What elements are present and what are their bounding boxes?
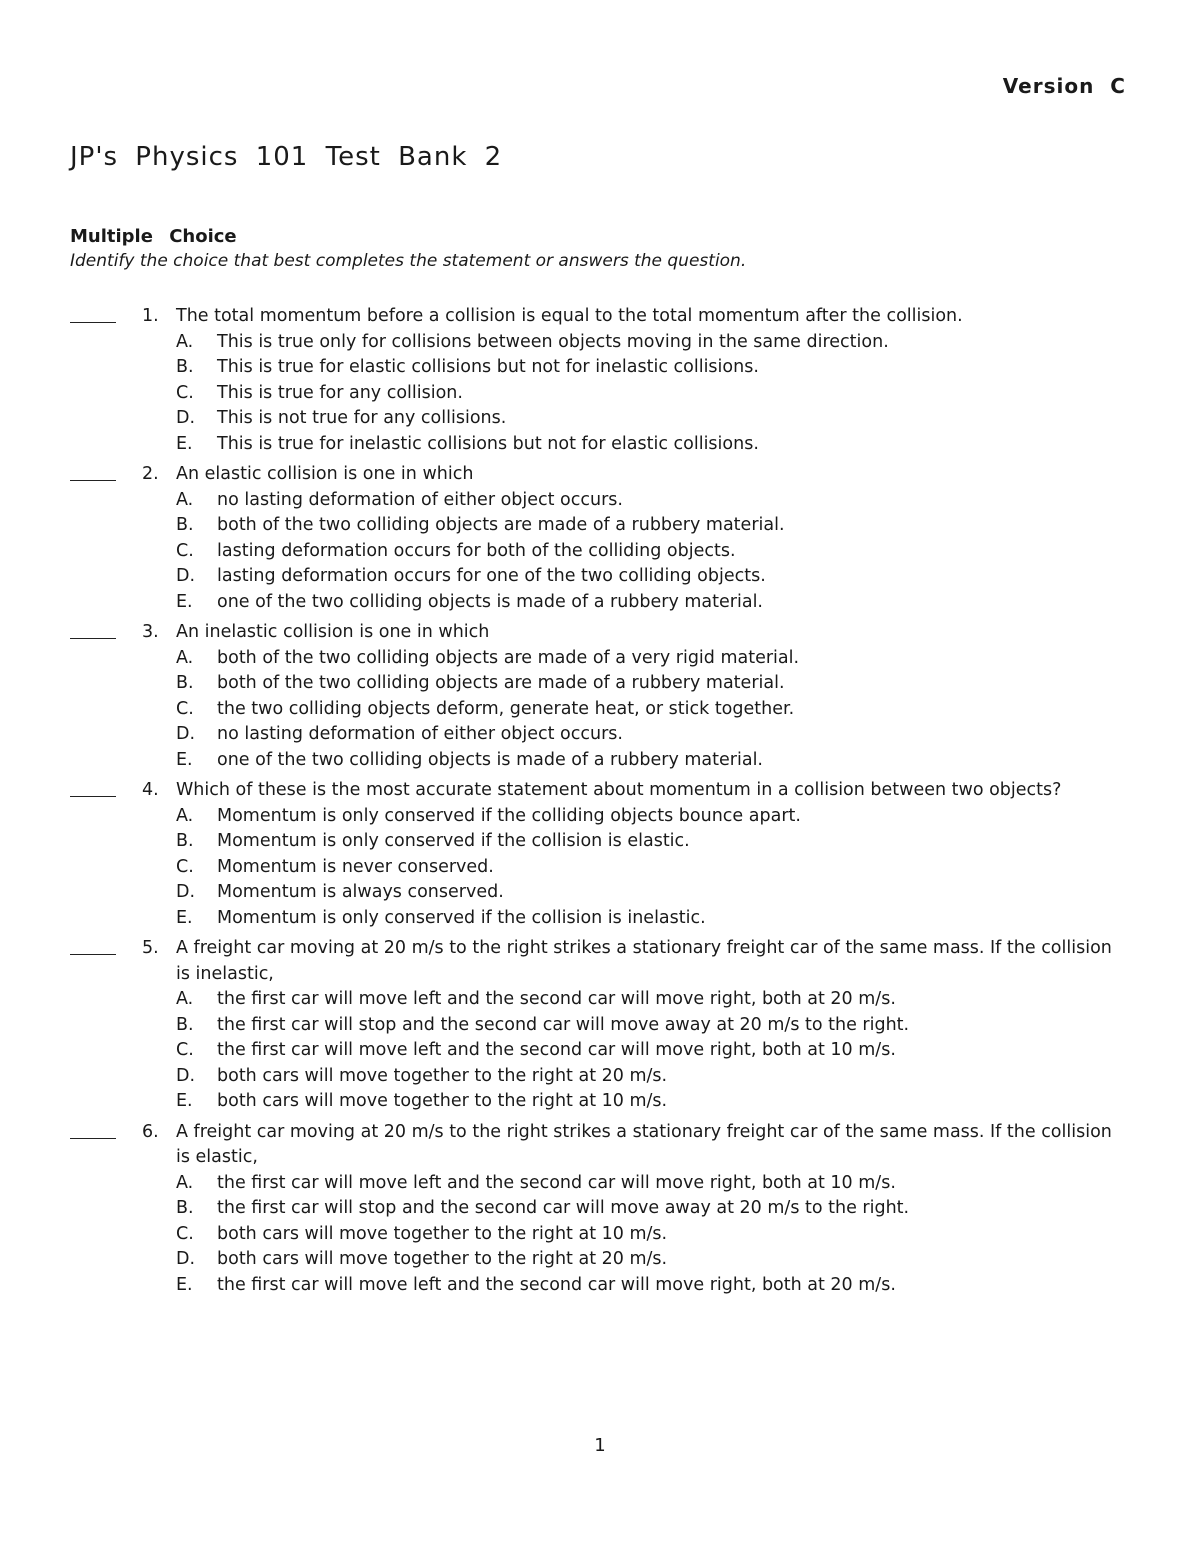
answer-option — [176, 1196, 1130, 1222]
answer-option — [176, 1064, 1130, 1090]
answer-option — [176, 804, 1130, 830]
answer-option — [176, 722, 1130, 748]
option-text: no lasting deformation of either object occurs. — [217, 489, 623, 510]
answer-option — [176, 1222, 1130, 1248]
option-text: both of the two colliding objects are made of a rubbery material. — [217, 673, 785, 693]
option-text: This is true for inelastic collisions but not for elastic collisions. — [217, 433, 759, 454]
answer-option — [176, 564, 1130, 590]
option-letter: A. — [176, 489, 194, 510]
question-item — [70, 936, 1130, 1115]
answer-options — [70, 330, 1130, 458]
question-number: 1. — [142, 306, 159, 326]
answer-option — [176, 748, 1130, 774]
option-letter: B. — [176, 515, 194, 535]
answer-option — [176, 829, 1130, 855]
answer-option — [176, 513, 1130, 539]
option-letter: C. — [176, 856, 194, 877]
answer-option — [176, 1171, 1130, 1197]
option-text: lasting deformation occurs for one of the two colliding objects. — [217, 566, 766, 586]
option-text: Momentum is never conserved. — [217, 856, 494, 877]
answer-option — [176, 987, 1130, 1013]
answer-option — [176, 1013, 1130, 1039]
option-letter: D. — [176, 566, 196, 586]
option-text: lasting deformation occurs for both of the colliding objects. — [217, 540, 736, 561]
answer-option — [176, 330, 1130, 356]
question-text: A freight car moving at 20 m/s to the right strikes a stationary freight car of the same mass. If the collision is inelastic, — [176, 938, 1112, 984]
option-text: both of the two colliding objects are made of a very rigid material. — [217, 647, 800, 668]
option-text: one of the two colliding objects is made of a rubbery material. — [217, 591, 763, 612]
option-letter: D. — [176, 1065, 196, 1086]
question-number: 2. — [142, 464, 159, 484]
question-text: The total momentum before a collision is equal to the total momentum after the collision. — [176, 306, 963, 326]
answer-options — [70, 804, 1130, 932]
answer-option — [176, 671, 1130, 697]
option-text: the first car will move left and the second car will move right, both at 10 m/s. — [217, 1172, 896, 1193]
option-text: the first car will move left and the second car will move right, both at 20 m/s. — [217, 1274, 896, 1295]
answer-option — [176, 880, 1130, 906]
answer-options — [70, 488, 1130, 616]
answer-options — [70, 1171, 1130, 1299]
answer-option — [176, 1089, 1130, 1115]
question-item — [70, 1120, 1130, 1299]
answer-option — [176, 855, 1130, 881]
option-text: This is true only for collisions between objects moving in the same direction. — [217, 331, 889, 352]
answer-options — [70, 987, 1130, 1115]
option-letter: D. — [176, 1249, 196, 1269]
option-letter: C. — [176, 540, 194, 561]
question-text: An elastic collision is one in which — [176, 464, 474, 484]
answer-blank[interactable] — [70, 1138, 116, 1139]
option-text: This is not true for any collisions. — [217, 408, 507, 428]
answer-option — [176, 1038, 1130, 1064]
option-text: both cars will move together to the right at 10 m/s. — [217, 1223, 668, 1244]
page-number: 1 — [594, 1435, 606, 1456]
question-list — [70, 304, 1130, 1303]
option-letter: E. — [176, 433, 193, 454]
option-letter: E. — [176, 749, 193, 770]
question-item — [70, 462, 1130, 615]
answer-option — [176, 646, 1130, 672]
version-label: Version C — [1002, 74, 1126, 98]
option-text: the first car will stop and the second car will move away at 20 m/s to the right. — [217, 1198, 910, 1218]
option-text: This is true for any collision. — [217, 382, 463, 403]
answer-option — [176, 906, 1130, 932]
answer-blank[interactable] — [70, 322, 116, 323]
option-letter: C. — [176, 698, 194, 719]
answer-option — [176, 1273, 1130, 1299]
option-text: the first car will move left and the second car will move right, both at 20 m/s. — [217, 989, 896, 1009]
answer-blank[interactable] — [70, 796, 116, 797]
option-letter: B. — [176, 1198, 194, 1218]
section-instructions: Identify the choice that best completes the statement or answers the question. — [70, 251, 747, 271]
answer-blank[interactable] — [70, 638, 116, 639]
answer-option — [176, 1247, 1130, 1273]
option-text: This is true for elastic collisions but not for inelastic collisions. — [217, 357, 759, 377]
option-letter: B. — [176, 357, 194, 377]
option-letter: E. — [176, 907, 193, 928]
option-letter: D. — [176, 724, 196, 744]
answer-blank[interactable] — [70, 480, 116, 481]
option-letter: D. — [176, 882, 196, 902]
option-letter: B. — [176, 673, 194, 693]
answer-option — [176, 539, 1130, 565]
option-letter: D. — [176, 408, 196, 428]
option-text: Momentum is only conserved if the colliding objects bounce apart. — [217, 805, 801, 826]
option-letter: A. — [176, 331, 194, 352]
question-number: 4. — [142, 780, 159, 800]
answer-option — [176, 488, 1130, 514]
question-number: 6. — [142, 1121, 159, 1142]
option-letter: E. — [176, 1274, 193, 1295]
question-number: 5. — [142, 938, 159, 958]
answer-option — [176, 355, 1130, 381]
option-letter: C. — [176, 1223, 194, 1244]
question-number: 3. — [142, 622, 159, 642]
answer-option — [176, 432, 1130, 458]
option-letter: C. — [176, 382, 194, 403]
option-text: the first car will stop and the second car will move away at 20 m/s to the right. — [217, 1014, 910, 1035]
option-text: the first car will move left and the second car will move right, both at 10 m/s. — [217, 1040, 896, 1060]
option-letter: A. — [176, 989, 194, 1009]
option-letter: E. — [176, 591, 193, 612]
option-letter: B. — [176, 831, 194, 851]
option-letter: B. — [176, 1014, 194, 1035]
question-item — [70, 620, 1130, 773]
page-title: JP's Physics 101 Test Bank 2 — [70, 142, 503, 172]
question-text: A freight car moving at 20 m/s to the right strikes a stationary freight car of the same mass. If the collision is elastic, — [176, 1121, 1112, 1167]
option-text: Momentum is only conserved if the collision is elastic. — [217, 831, 690, 851]
option-letter: E. — [176, 1091, 193, 1111]
option-text: both cars will move together to the right at 10 m/s. — [217, 1091, 668, 1111]
answer-blank[interactable] — [70, 954, 116, 955]
question-item — [70, 304, 1130, 457]
answer-option — [176, 697, 1130, 723]
option-text: both of the two colliding objects are made of a rubbery material. — [217, 515, 785, 535]
option-text: no lasting deformation of either object occurs. — [217, 724, 623, 744]
option-text: Momentum is always conserved. — [217, 882, 504, 902]
answer-option — [176, 590, 1130, 616]
option-text: the two colliding objects deform, generate heat, or stick together. — [217, 698, 795, 719]
section-heading: Multiple Choice — [70, 226, 237, 247]
question-text: Which of these is the most accurate statement about momentum in a collision between two objects? — [176, 780, 1062, 800]
question-text: An inelastic collision is one in which — [176, 622, 490, 642]
option-letter: A. — [176, 647, 194, 668]
answer-options — [70, 646, 1130, 774]
option-text: both cars will move together to the right at 20 m/s. — [217, 1065, 668, 1086]
answer-option — [176, 406, 1130, 432]
answer-option — [176, 381, 1130, 407]
option-text: one of the two colliding objects is made of a rubbery material. — [217, 749, 763, 770]
option-text: Momentum is only conserved if the collision is inelastic. — [217, 907, 706, 928]
option-letter: A. — [176, 805, 194, 826]
question-item — [70, 778, 1130, 931]
option-text: both cars will move together to the right at 20 m/s. — [217, 1249, 668, 1269]
option-letter: A. — [176, 1172, 194, 1193]
option-letter: C. — [176, 1040, 194, 1060]
